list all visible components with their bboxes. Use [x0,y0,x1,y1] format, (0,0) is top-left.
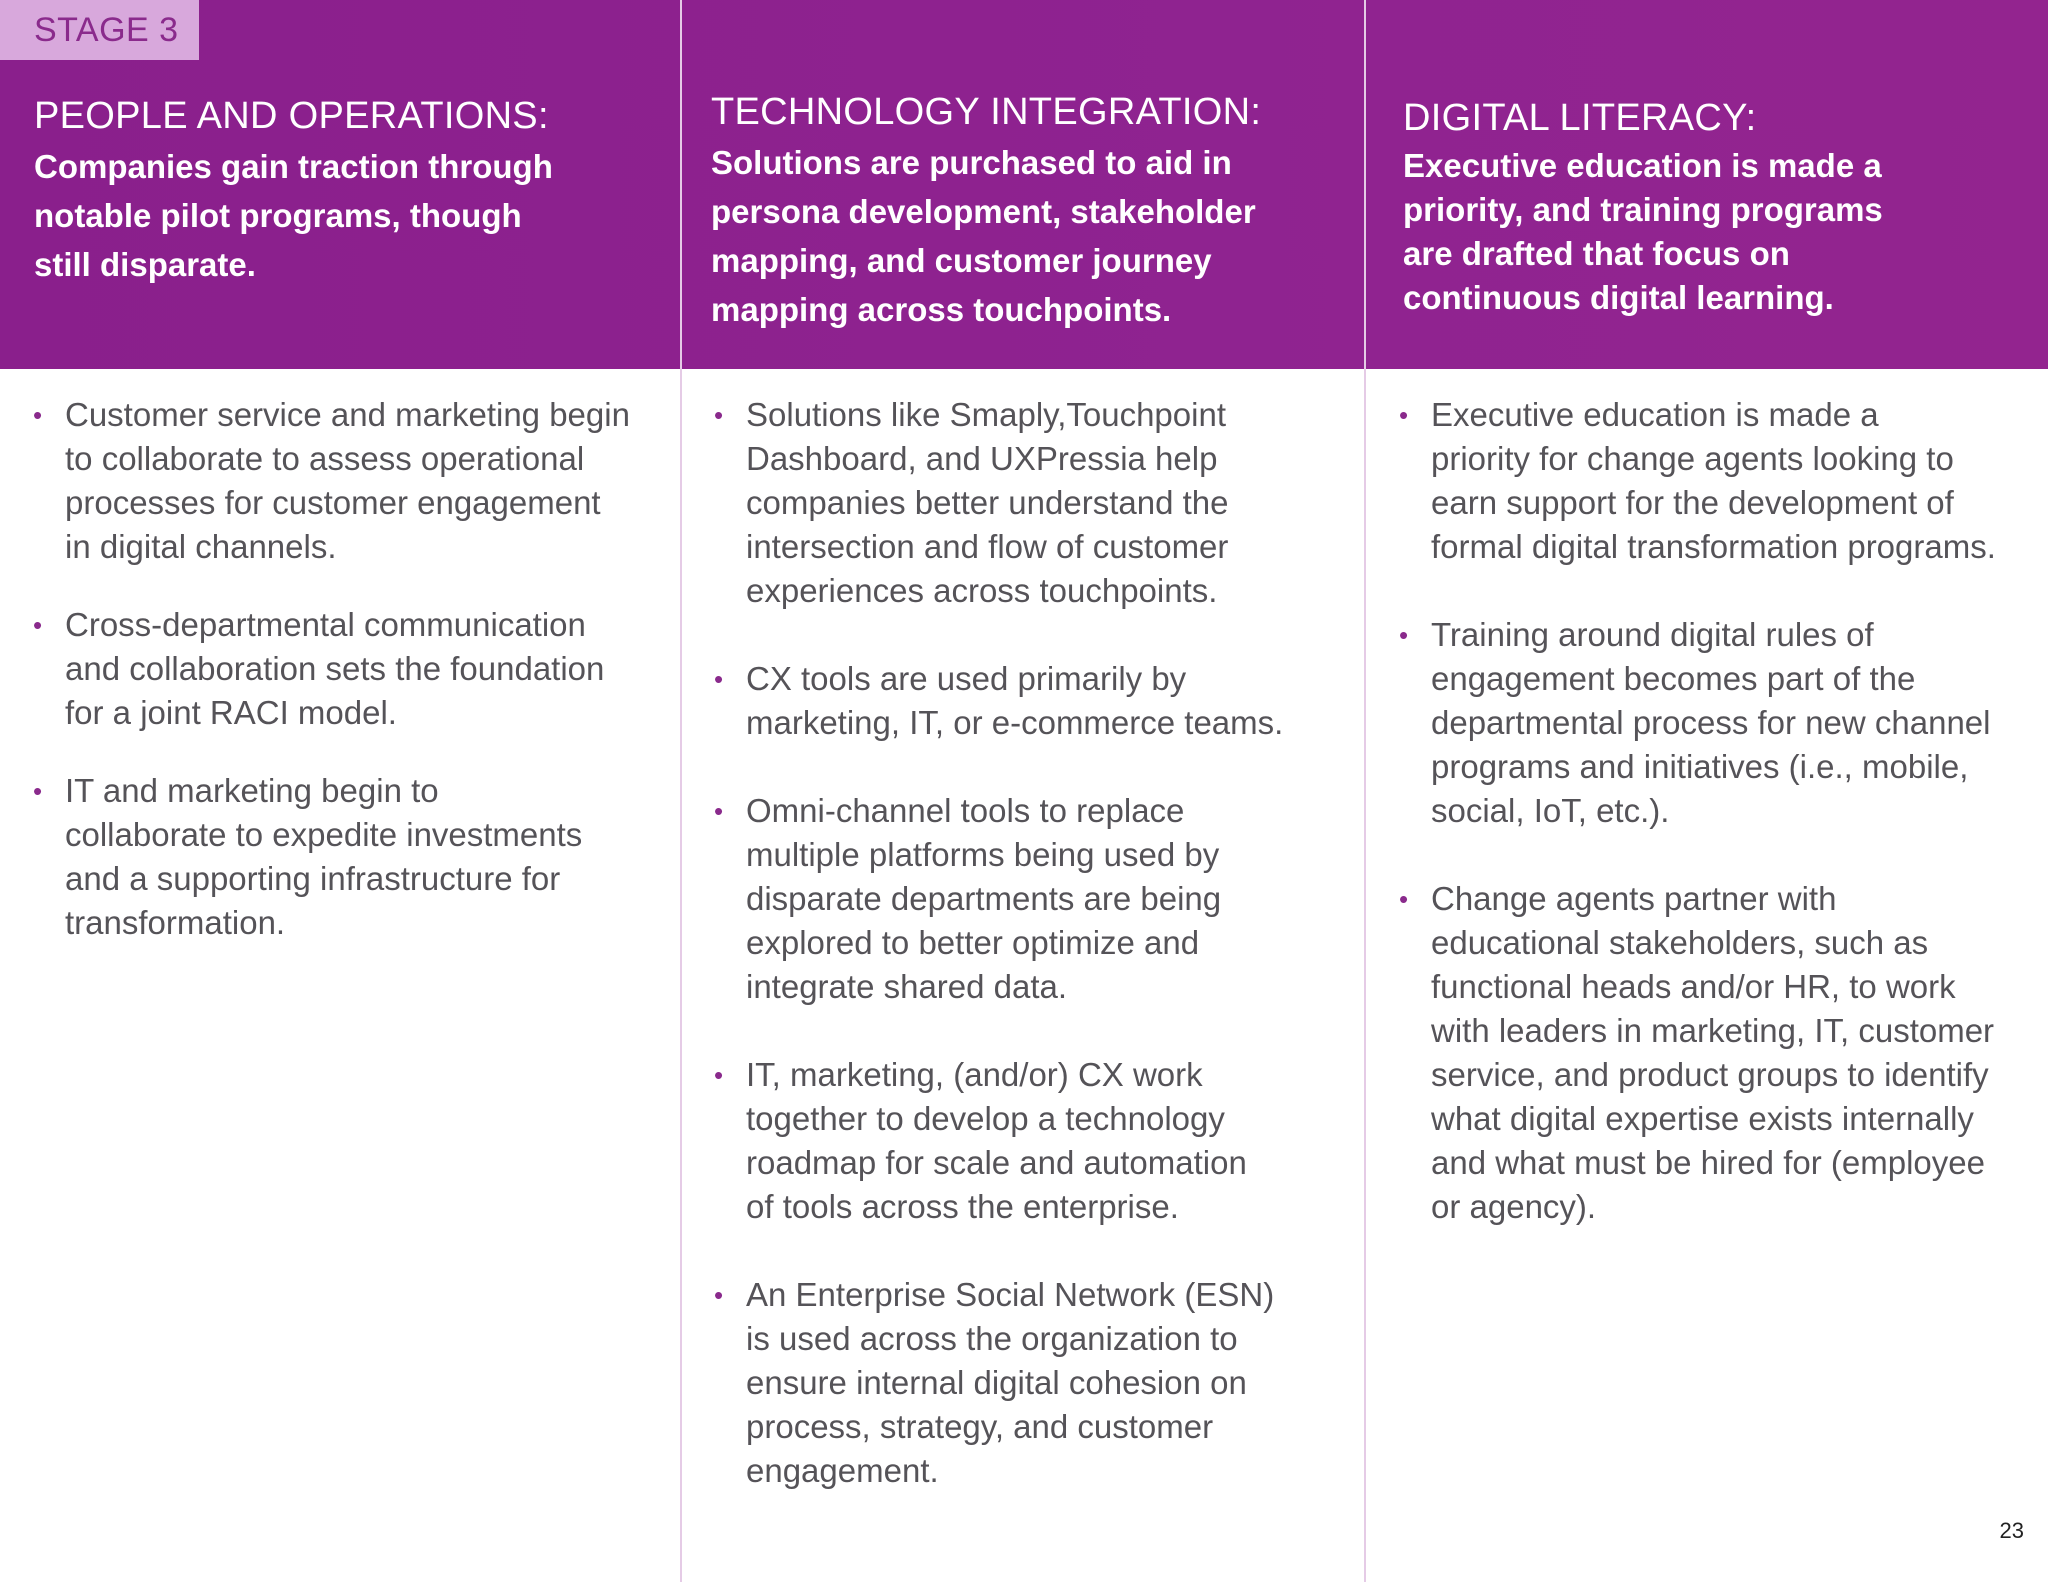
bullet-line: Training around digital rules of [1431,616,1874,653]
bullet-item [714,1273,1354,1493]
bullet-line: social, IoT, etc.). [1431,792,1670,829]
bullet-line: IT and marketing begin to [65,772,439,809]
bullet-item [33,769,673,945]
bullet-item [1399,393,2039,569]
subtitle-line: continuous digital learning. [1403,279,1834,316]
column-divider [1364,0,1366,1582]
subtitle-line: notable pilot programs, though [34,197,522,234]
bullet-line: intersection and flow of customer [746,528,1229,565]
bullet-line: programs and initiatives (i.e., mobile, [1431,748,1969,785]
bullet-line: Dashboard, and UXPressia help [746,440,1218,477]
bullet-dot-icon: • [33,610,43,640]
bullet-line: Cross-departmental communication [65,606,586,643]
bullet-line: in digital channels. [65,528,337,565]
bullet-line: of tools across the enterprise. [746,1188,1179,1225]
bullet-line: is used across the organization to [746,1320,1238,1357]
bullet-list-technology-integration [714,393,1354,1537]
bullet-line: Solutions like Smaply,Touchpoint [746,396,1226,433]
bullet-line: functional heads and/or HR, to work [1431,968,1956,1005]
bullet-line: process, strategy, and customer [746,1408,1214,1445]
bullet-dot-icon: • [1399,620,1409,650]
subtitle-line: mapping, and customer journey [711,242,1212,279]
bullet-line: and collaboration sets the foundation [65,650,605,687]
bullet-dot-icon: • [714,1280,724,1310]
bullet-line: integrate shared data. [746,968,1068,1005]
subtitle-line: mapping across touchpoints. [711,291,1172,328]
bullet-line: experiences across touchpoints. [746,572,1218,609]
subtitle-line: Companies gain traction through [34,148,553,185]
bullet-line: marketing, IT, or e-commerce teams. [746,704,1284,741]
subtitle-line: persona development, stakeholder [711,193,1256,230]
bullet-item [1399,877,2039,1229]
bullet-line: earn support for the development of [1431,484,1954,521]
bullet-dot-icon: • [714,664,724,694]
bullet-line: educational stakeholders, such as [1431,924,1929,961]
column-subtitle [34,142,654,289]
bullet-line: multiple platforms being used by [746,836,1220,873]
bullet-line: to collaborate to assess operational [65,440,585,477]
subtitle-line: Solutions are purchased to aid in [711,144,1232,181]
bullet-line: An Enterprise Social Network (ESN) [746,1276,1275,1313]
bullet-line: collaborate to expedite investments [65,816,583,853]
stage-badge: STAGE 3 [0,0,199,60]
bullet-dot-icon: • [714,796,724,826]
bullet-line: Omni-channel tools to replace [746,792,1185,829]
bullet-item [714,789,1354,1009]
bullet-line: Change agents partner with [1431,880,1837,917]
bullet-line: transformation. [65,904,286,941]
column-title: TECHNOLOGY INTEGRATION: [711,91,1262,133]
bullet-line: for a joint RACI model. [65,694,397,731]
bullet-line: Customer service and marketing begin [65,396,630,433]
bullet-dot-icon: • [33,400,43,430]
bullet-item [33,393,673,569]
page-number: 23 [1999,1518,2024,1543]
bullet-line: what digital expertise exists internally [1431,1100,1974,1137]
bullet-dot-icon: • [714,400,724,430]
bullet-item [714,393,1354,613]
column-subtitle [711,138,1351,334]
bullet-list-digital-literacy [1399,393,2039,1273]
bullet-line: explored to better optimize and [746,924,1200,961]
bullet-line: together to develop a technology [746,1100,1225,1137]
bullet-line: Executive education is made a [1431,396,1879,433]
column-subtitle [1403,144,2013,320]
bullet-list-people-operations [33,393,673,979]
bullet-line: service, and product groups to identify [1431,1056,1989,1093]
column-header-technology-integration [711,88,1351,334]
bullet-item [714,1053,1354,1229]
bullet-line: disparate departments are being [746,880,1222,917]
bullet-line: IT, marketing, (and/or) CX work [746,1056,1203,1093]
bullet-line: engagement becomes part of the [1431,660,1916,697]
column-title: DIGITAL LITERACY: [1403,97,1757,139]
bullet-line: priority for change agents looking to [1431,440,1954,477]
subtitle-line: are drafted that focus on [1403,235,1790,272]
bullet-line: or agency). [1431,1188,1597,1225]
column-divider [680,0,682,1582]
bullet-line: CX tools are used primarily by [746,660,1187,697]
bullet-line: with leaders in marketing, IT, customer [1431,1012,1995,1049]
bullet-dot-icon: • [714,1060,724,1090]
bullet-line: engagement. [746,1452,939,1489]
bullet-item [1399,613,2039,833]
bullet-dot-icon: • [33,776,43,806]
column-header-people-operations [34,92,654,289]
subtitle-line: priority, and training programs [1403,191,1883,228]
bullet-line: formal digital transformation programs. [1431,528,1996,565]
bullet-line: processes for customer engagement [65,484,601,521]
bullet-line: roadmap for scale and automation [746,1144,1247,1181]
bullet-dot-icon: • [1399,400,1409,430]
bullet-dot-icon: • [1399,884,1409,914]
subtitle-line: still disparate. [34,246,256,283]
bullet-item [33,603,673,735]
bullet-line: companies better understand the [746,484,1229,521]
column-header-digital-literacy [1403,94,2013,320]
subtitle-line: Executive education is made a [1403,147,1882,184]
bullet-line: departmental process for new channel [1431,704,1991,741]
bullet-line: ensure internal digital cohesion on [746,1364,1247,1401]
bullet-line: and what must be hired for (employee [1431,1144,1985,1181]
bullet-line: and a supporting infrastructure for [65,860,561,897]
bullet-item [714,657,1354,745]
column-title: PEOPLE AND OPERATIONS: [34,95,549,137]
